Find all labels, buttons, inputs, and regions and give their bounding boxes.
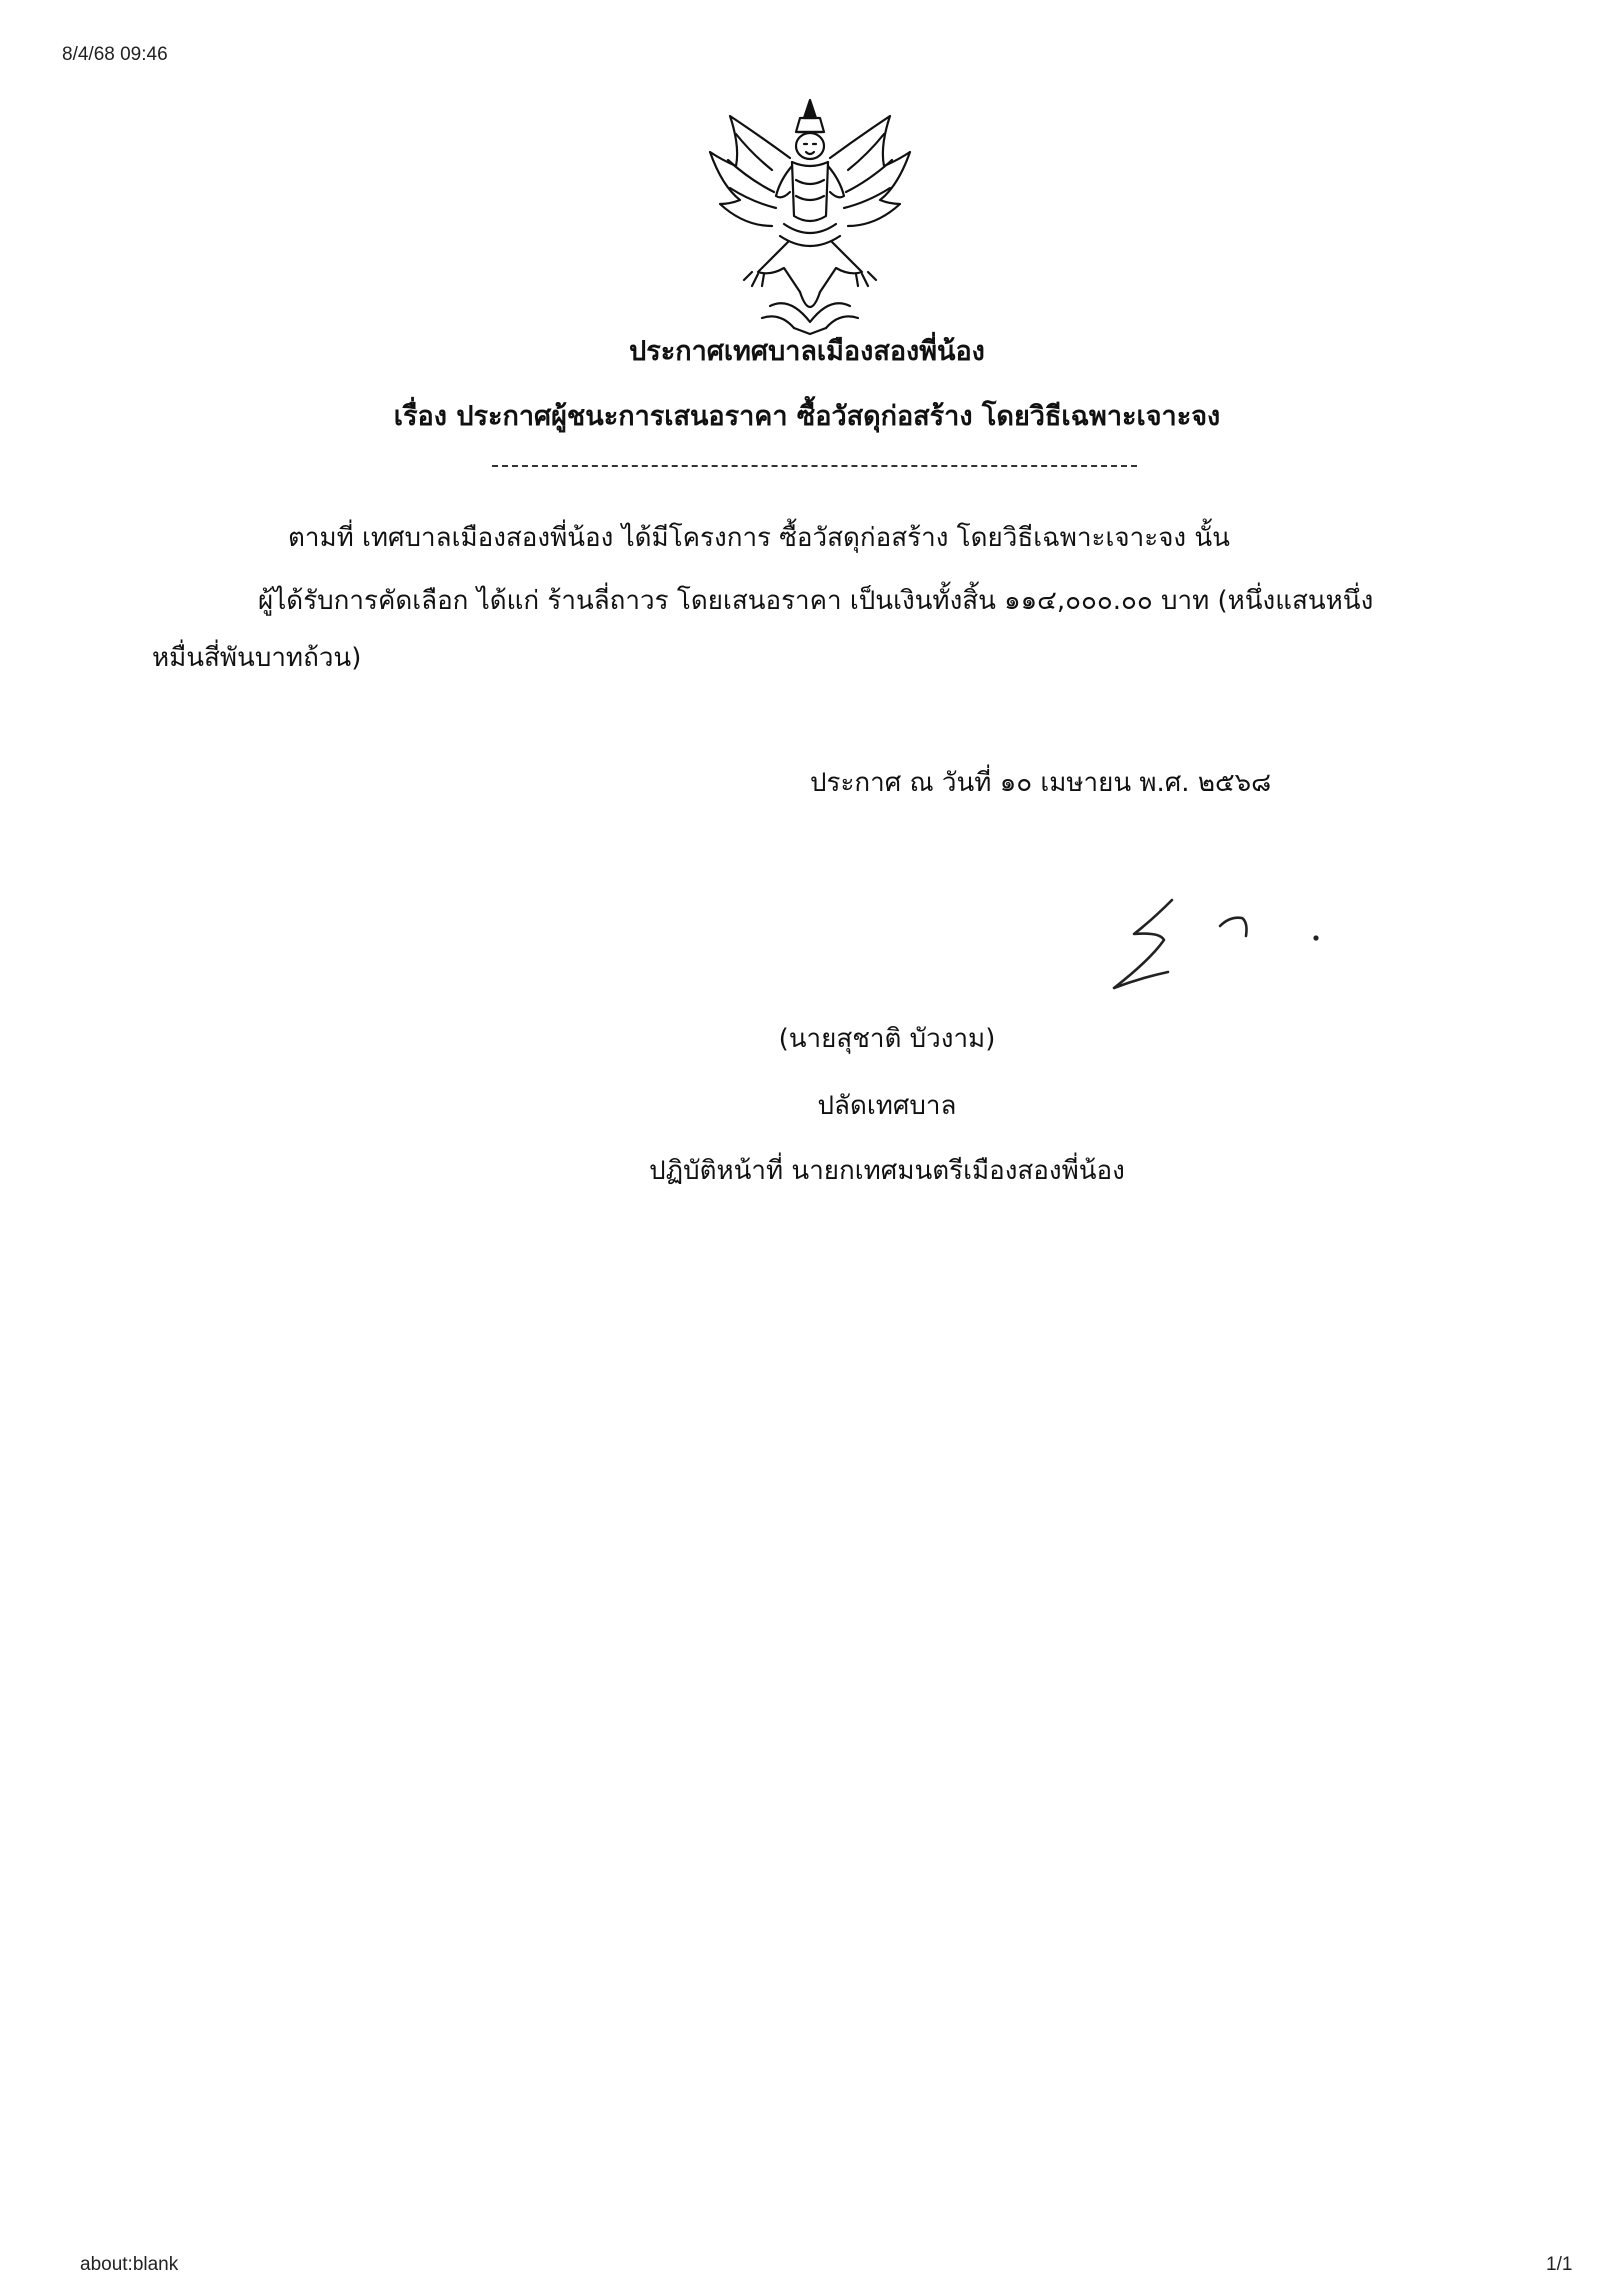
document-subject: เรื่อง ประกาศผู้ชนะการเสนอราคา ซื้อวัสดุก่อสร้าง โดยวิธีเฉพาะเจาะจง bbox=[393, 401, 1221, 432]
signer-position: ปลัดเทศบาล bbox=[817, 1091, 957, 1121]
signature-icon bbox=[1080, 880, 1340, 1010]
print-page-number: 1/1 bbox=[1546, 2254, 1573, 2275]
signer-name: (นายสุชาติ บัวงาม) bbox=[778, 1024, 996, 1054]
separator-line bbox=[492, 465, 1137, 467]
garuda-emblem-icon bbox=[700, 96, 920, 336]
signer-acting-position: ปฏิบัติหน้าที่ นายกเทศมนตรีเมืองสองพี่น้อง bbox=[649, 1156, 1125, 1186]
document-heading: ประกาศเทศบาลเมืองสองพี่น้อง bbox=[629, 336, 985, 367]
print-timestamp: 8/4/68 09:46 bbox=[62, 44, 168, 65]
paragraph-2-line-1: ผู้ได้รับการคัดเลือก ได้แก่ ร้านลี่ถาวร โดยเสนอราคา เป็นเงินทั้งสิ้น ๑๑๔,๐๐๐.๐๐ บาท (หนึ่งแสนหนึ่ง bbox=[258, 586, 1374, 616]
paragraph-2-line-2: หมื่นสี่พันบาทถ้วน) bbox=[152, 643, 362, 673]
announcement-date: ประกาศ ณ วันที่ ๑๐ เมษายน พ.ศ. ๒๕๖๘ bbox=[810, 768, 1272, 798]
print-footer-url: about:blank bbox=[80, 2254, 179, 2275]
paragraph-1: ตามที่ เทศบาลเมืองสองพี่น้อง ได้มีโครงการ ซื้อวัสดุก่อสร้าง โดยวิธีเฉพาะเจาะจง นั้น bbox=[288, 523, 1230, 553]
